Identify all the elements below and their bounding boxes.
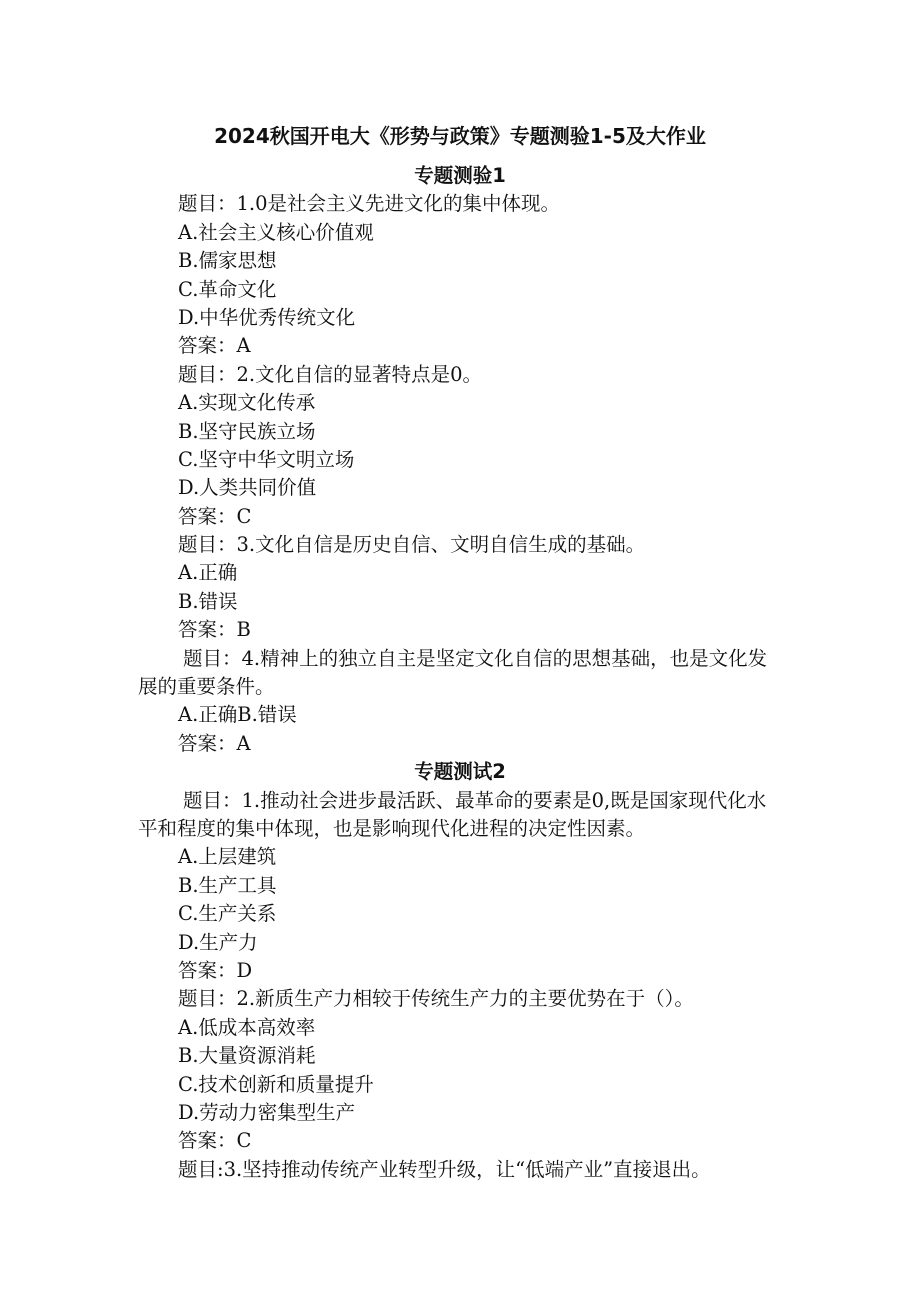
answer-option: D.中华优秀传统文化 [178,305,356,329]
question-text: 题目：2.文化自信的显著特点是0。 [178,362,483,386]
answer-option: C.坚守中华文明立场 [178,447,355,471]
answer-key: 答案：B [178,618,251,642]
answer-option: D.劳动力密集型生产 [178,1100,356,1124]
answer-key: 答案：A [178,334,251,358]
answer-option: C.革命文化 [178,277,277,301]
answer-option: A.实现文化传承 [178,391,316,415]
answer-option: D.生产力 [178,930,258,954]
answer-option: A.上层建筑 [178,845,277,869]
answer-option: B.大量资源消耗 [178,1044,316,1068]
question-text: 题目：2.新质生产力相较于传统生产力的主要优势在于（）。 [178,987,694,1011]
answer-option: C.生产关系 [178,902,277,926]
answer-option: B.生产工具 [178,873,277,897]
answer-option: A.正确 [178,561,238,585]
answer-key: 答案：A [178,731,251,755]
answer-option: A.社会主义核心价值观 [178,220,374,244]
answer-option: A.低成本高效率 [178,1015,316,1039]
answer-option: B.坚守民族立场 [178,419,316,443]
section-heading: 专题测验1 [414,164,506,187]
section-heading: 专题测试2 [414,760,506,784]
answer-option: D.人类共同价值 [178,476,317,500]
answer-option: B.儒家思想 [178,249,277,273]
answer-key: 答案：C [178,504,252,528]
question-text [138,645,778,702]
question-text: 题目：1.0是社会主义先进文化的集中体现。 [178,192,561,216]
question-text-content: 题目：4.精神上的独立自主是坚定文化自信的思想基础，也是文化发展的重要条件。 [138,646,768,699]
answer-option: C.技术创新和质量提升 [178,1072,374,1096]
answer-key: 答案：D [178,959,253,982]
document-body [0,162,920,1184]
question-text-content: 题目：1.推动社会进步最活跃、最革命的要素是0,既是国家现代化水平和程度的集中体现，也是影响现代化进程的决定性因素。 [138,788,767,841]
question-text: 题目：3.文化自信是历史自信、文明自信生成的基础。 [178,533,646,557]
answer-key: 答案：C [178,1129,252,1153]
document-title: 2024秋国开电大《形势与政策》专题测验1-5及大作业 [214,124,706,148]
answer-option: A.正确B.错误 [178,703,297,727]
answer-option: B.错误 [178,589,238,613]
question-text: 题目:3.坚持推动传统产业转型升级，让“低端产业”直接退出。 [178,1157,711,1181]
question-text [138,787,778,844]
